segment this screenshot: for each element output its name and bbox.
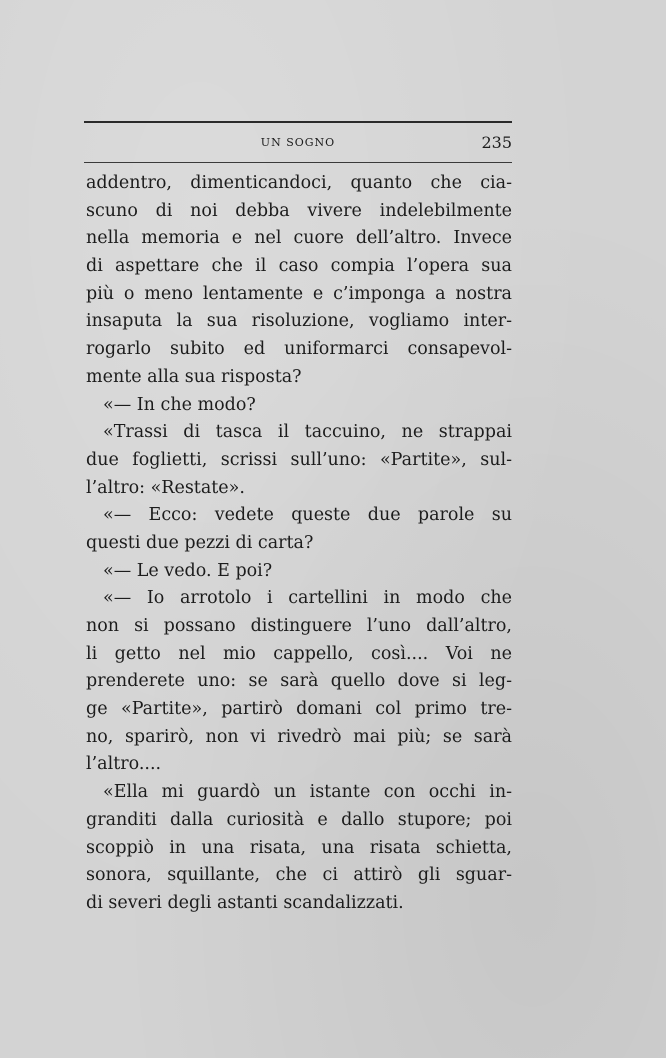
body-text bbox=[86, 170, 512, 918]
header-top-rule bbox=[84, 121, 512, 123]
text-line: «— Le vedo. E poi? bbox=[103, 560, 273, 581]
text-line: questi due pezzi di carta? bbox=[86, 532, 314, 553]
text-line: li getto nel mio cappello, così.... Voi ne bbox=[86, 643, 512, 664]
text-line: rogarlo subito ed uniformarci consapevol- bbox=[86, 339, 512, 360]
text-line: di aspettare che il caso compia l’opera sua bbox=[86, 256, 512, 277]
text-line: «Trassi di tasca il taccuino, ne strappai bbox=[103, 422, 512, 443]
text-line: non si possano distinguere l’uno dall’altro, bbox=[86, 616, 512, 636]
running-head bbox=[84, 133, 512, 153]
header-bottom-rule bbox=[84, 162, 512, 163]
text-line: «Ella mi guardò un istante con occhi in- bbox=[103, 782, 512, 803]
text-line: ge «Partite», partirò domani col primo tre- bbox=[86, 699, 512, 720]
text-line: due foglietti, scrissi sull’uno: «Partite», sul- bbox=[86, 449, 512, 470]
text-line: granditi dalla curiosità e dallo stupore; poi bbox=[86, 809, 512, 830]
text-line: mente alla sua risposta? bbox=[86, 366, 302, 387]
text-line: «— In che modo? bbox=[103, 394, 256, 415]
text-line: sonora, squillante, che ci attirò gli sguar- bbox=[86, 865, 512, 886]
text-line: scoppiò in una risata, una risata schietta, bbox=[86, 837, 512, 858]
text-line: di severi degli astanti scandalizzati. bbox=[86, 892, 404, 913]
page-number: 235 bbox=[481, 133, 512, 152]
text-line: prenderete uno: se sarà quello dove si leg- bbox=[86, 671, 512, 692]
running-title: UN SOGNO bbox=[260, 136, 336, 149]
text-line: no, sparirò, non vi rivedrò mai più; se sarà bbox=[86, 726, 512, 747]
text-line: nella memoria e nel cuore dell’altro. Invece bbox=[86, 228, 512, 249]
text-line: «— Ecco: vedete queste due parole su bbox=[103, 505, 512, 526]
text-line: più o meno lentamente e c’imponga a nostra bbox=[86, 283, 512, 304]
text-line: addentro, dimenticandoci, quanto che cia- bbox=[86, 173, 512, 193]
text-line: «— Io arrotolo i cartellini in modo che bbox=[103, 588, 512, 609]
text-line: l’altro.... bbox=[86, 754, 162, 775]
text-line: l’altro: «Restate». bbox=[86, 477, 245, 498]
text-line: scuno di noi debba vivere indelebilmente bbox=[86, 200, 512, 221]
text-line: insaputa la sua risoluzione, vogliamo inter- bbox=[86, 311, 512, 332]
